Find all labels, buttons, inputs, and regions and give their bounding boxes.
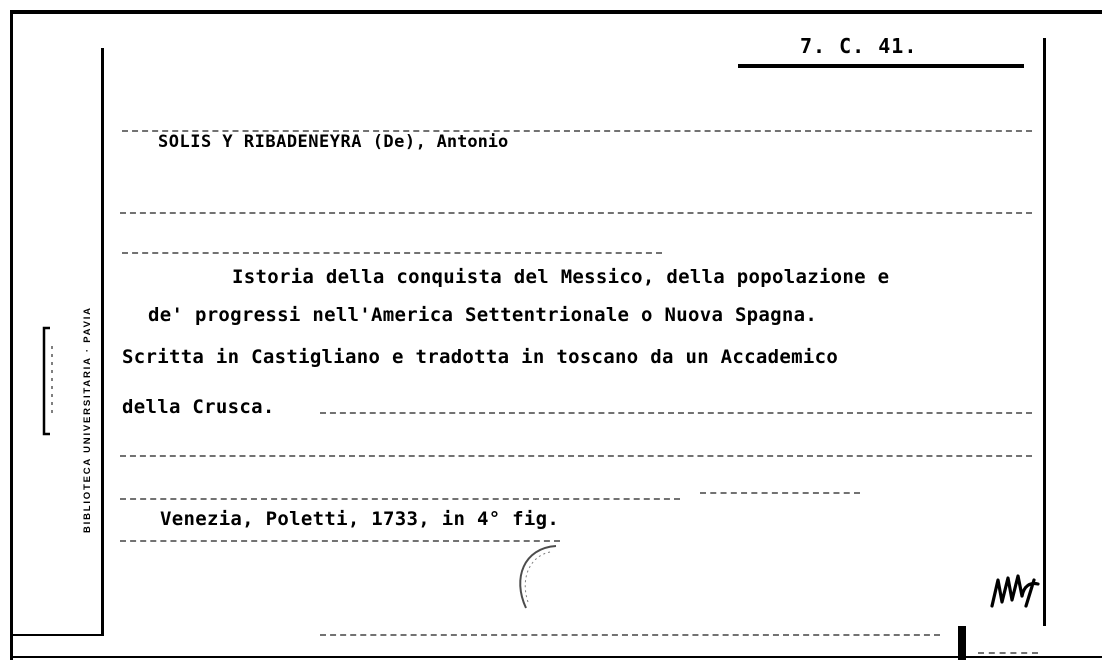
author-heading [158, 132, 508, 152]
ruled-line [120, 540, 560, 542]
bottom-margin-rule [12, 634, 104, 636]
ruled-line [978, 652, 1038, 654]
left-margin-rule [101, 48, 104, 636]
ruled-line [120, 498, 680, 500]
imprint-line: Venezia, Poletti, 1733, in 4° fig. [160, 508, 560, 530]
shelfmark: 7. C. 41. [800, 34, 918, 58]
ruled-line [320, 634, 940, 636]
card-notch [958, 626, 966, 660]
title-line: Istoria della conquista del Messico, della popolazione e [232, 266, 890, 288]
ruled-line [122, 252, 662, 254]
shelfmark-underline [738, 64, 1024, 68]
author-forename: Antonio [436, 132, 509, 152]
handwritten-initials [988, 566, 1048, 610]
title-line: Scritta in Castigliano e tradotta in toscano da un Accademico [122, 346, 839, 368]
bottom-border [10, 656, 1102, 658]
bracket-mark [38, 326, 58, 438]
library-stamp-label: BIBLIOTECA UNIVERSITARIA · PAVIA [82, 306, 93, 533]
title-line: de' progressi nell'America Settentrionale o Nuova Spagna. [148, 304, 818, 326]
title-line: della Crusca. [122, 396, 275, 418]
author-surname: SOLIS Y RIBADENEYRA (De), [158, 132, 427, 152]
ruled-line [120, 212, 1032, 214]
top-border [10, 10, 1102, 14]
ruled-line [120, 455, 1032, 457]
ruled-line [320, 412, 1032, 414]
stamp-mark [504, 538, 564, 618]
right-margin-rule [1043, 38, 1046, 626]
ruled-line [700, 492, 860, 494]
left-border [10, 10, 13, 660]
